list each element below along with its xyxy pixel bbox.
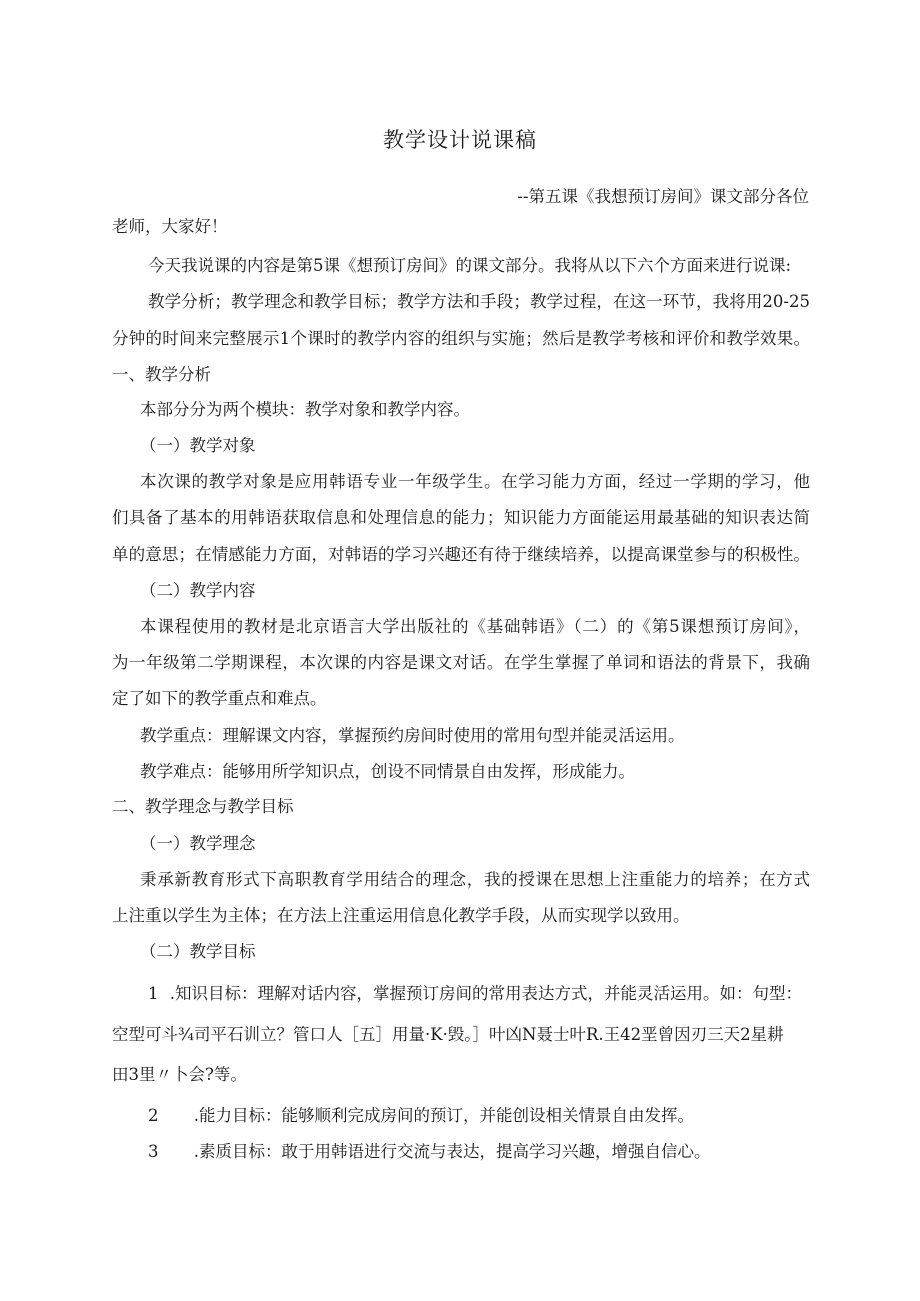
teaching-object-line-1: 本次课的教学对象是应用韩语专业一年级学生。在学习能力方面，经过一学期的学习，他 — [140, 472, 810, 491]
goal-1-line-1 — [148, 984, 810, 1004]
section-2-sub-2-heading: （二）教学目标 — [140, 942, 256, 961]
section-1-sub-2-heading: （二）教学内容 — [140, 581, 256, 600]
greeting: 老师，大家好！ — [112, 217, 228, 236]
overview-line-2: 分钟的时间来完整展示1个课时的教学内容的组织与实施；然后是教学考核和评价和教学效果。 — [112, 329, 810, 348]
teaching-philosophy-line-2: 上注重以学生为主体；在方法上注重运用信息化教学手段，从而实现学以致用。 — [112, 906, 690, 925]
section-1-heading: 一、教学分析 — [112, 365, 211, 384]
section-1-summary: 本部分分为两个模块：教学对象和教学内容。 — [140, 400, 470, 419]
difficulty-point: 教学难点：能够用所学知识点，创设不同情景自由发挥，形成能力。 — [140, 762, 635, 781]
teaching-object-line-2: 们具备了基本的用韩语获取信息和处理信息的能力；知识能力方面能运用最基础的知识表达简 — [112, 508, 810, 527]
section-2-sub-1-heading: （一）教学理念 — [140, 834, 256, 853]
document-title: 教学设计说课稿 — [383, 128, 537, 152]
goal-1-number: 1 — [148, 984, 159, 1003]
document-subtitle: --第五课《我想预订房间》课文部分各位 — [517, 187, 809, 206]
teaching-philosophy-line-1: 秉承新教育形式下高职教育学用结合的理念，我的授课在思想上注重能力的培养；在方式 — [140, 870, 810, 889]
teaching-object-line-3: 单的意思；在情感能力方面，对韩语的学习兴趣还有待于继续培养，以提高课堂参与的积极性。 — [112, 545, 810, 564]
goal-1-line-2: 空型可斗¾司平石训立？管口人［五］用量·K·毁。］叶凶N聂士叶R.王42垩曾因刃三天2星耕 — [112, 1025, 784, 1044]
goal-2-number: 2 — [148, 1106, 159, 1125]
section-1-sub-1-heading: （一）教学对象 — [140, 436, 256, 455]
goal-1-line-3: 田3里〃卜会?等。 — [112, 1065, 247, 1084]
goal-2 — [148, 1106, 694, 1126]
goal-3-text: .素质目标：敢于用韩语进行交流与表达，提高学习兴趣，增强自信心。 — [193, 1142, 711, 1161]
teaching-content-line-3: 定了如下的教学重点和难点。 — [112, 689, 327, 708]
intro-paragraph: 今天我说课的内容是第5课《想预订房间》的课文部分。我将从以下六个方面来进行说课: — [148, 256, 792, 275]
goal-1-text: .知识目标：理解对话内容，掌握预订房间的常用表达方式，并能灵活运用。如：句型： — [169, 984, 802, 1003]
goal-3 — [148, 1142, 711, 1162]
goal-3-number: 3 — [148, 1142, 159, 1161]
teaching-content-line-1: 本课程使用的教材是北京语言大学出版社的《基础韩语》（二）的《第5课想预订房间》， — [140, 617, 810, 636]
overview-line-1: 教学分析；教学理念和教学目标；教学方法和手段；教学过程，在这一环节，我将用20-25 — [148, 292, 810, 311]
goal-2-text: .能力目标：能够顺利完成房间的预订，并能创设相关情景自由发挥。 — [193, 1106, 694, 1125]
key-point: 教学重点：理解课文内容，掌握预约房间时使用的常用句型并能灵活运用。 — [140, 726, 685, 745]
teaching-content-line-2: 为一年级第二学期课程，本次课的内容是课文对话。在学生掌握了单词和语法的背景下，我确 — [112, 653, 810, 672]
section-2-heading: 二、教学理念与教学目标 — [112, 797, 294, 816]
